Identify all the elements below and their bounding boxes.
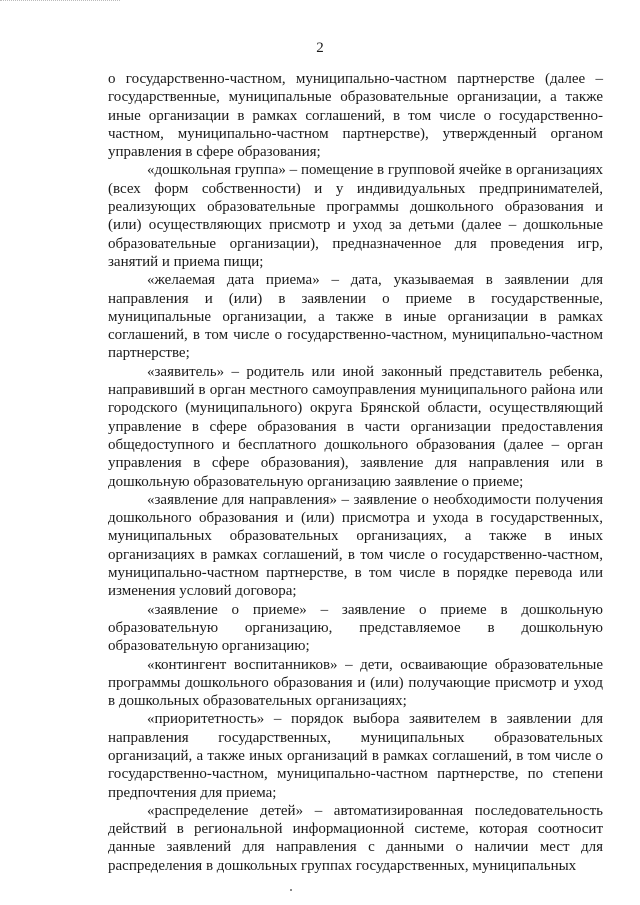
paragraph-pupil-contingent: «контингент воспитанников» – дети, осваивающие образовательные программы дошкольного образования и (или) получающие присмотр и уход в дошкольных образовательных организациях; (108, 656, 603, 710)
page-number: 2 (316, 40, 324, 56)
paragraph-distribution: «распределение детей» – автоматизированная последовательность действий в региональной информационной системе, которая соотносит данные заявлений для направления с данными о наличии мест для распределения в дошкольных группах государственных, муниципальных (108, 802, 603, 874)
paragraph-priority: «приоритетность» – порядок выбора заявителем в заявлении для направления государственных, муниципальных образовательных организаций, а также иных организаций в рамках соглашений, в том числе о государственно-частном, муниципально-частном партнерстве, по степени предпочтения для приема; (108, 711, 603, 801)
document-body (108, 70, 603, 875)
paragraph-application-admission: «заявление о приеме» – заявление о приеме в дошкольную образовательную организацию, представляемое в дошкольную образовательную организацию; (108, 601, 603, 655)
paragraph-application-referral: «заявление для направления» – заявление о необходимости получения дошкольного образования и (или) присмотра и ухода в государственных, муниципальных образовательных организациях, а также в иных организациях в рамках соглашений, в том числе о государственно-частном, муниципально-частном партнерстве, в том числе в порядке перевода или изменения условий договора; (108, 491, 603, 600)
paragraph-preschool-group: «дошкольная группа» – помещение в групповой ячейке в организациях (всех форм собственности) и у индивидуальных предпринимателей, реализующих образовательные программы дошкольного образования и (или) осуществляющих присмотр и уход за детьми (далее – дошкольные образовательные организации), предназначенное для проведения игр, занятий и приема пищи; (108, 162, 603, 270)
paragraph-continuation: о государственно-частном, муниципально-частном партнерстве (далее – государственные, муниципальные образовательные организации, а также иные организации в рамках соглашений, в том числе о государственно-частном, муниципально-частном партнерстве), утвержденный органом управления в сфере образования; (108, 71, 603, 161)
paragraph-desired-date: «желаемая дата приема» – дата, указываемая в заявлении для направления и (или) в заявлении о приеме в государственные, муниципальные организации, а также в иные организации в рамках соглашений, в том числе о государственно-частном, муниципально-частном партнерстве; (108, 272, 603, 362)
scan-dot (290, 889, 292, 891)
paragraph-applicant: «заявитель» – родитель или иной законный представитель ребенка, направивший в орган местного самоуправления муниципального района или городского (муниципального) округа Брянской области, осуществляющий управление в сфере образования в части организации предоставления общедоступного и бесплатного дошкольного образования (далее – орган управления в сфере образования), заявление для направления или в дошкольную образовательную организацию заявление о приеме; (108, 363, 603, 490)
scan-edge-mark (0, 0, 120, 5)
